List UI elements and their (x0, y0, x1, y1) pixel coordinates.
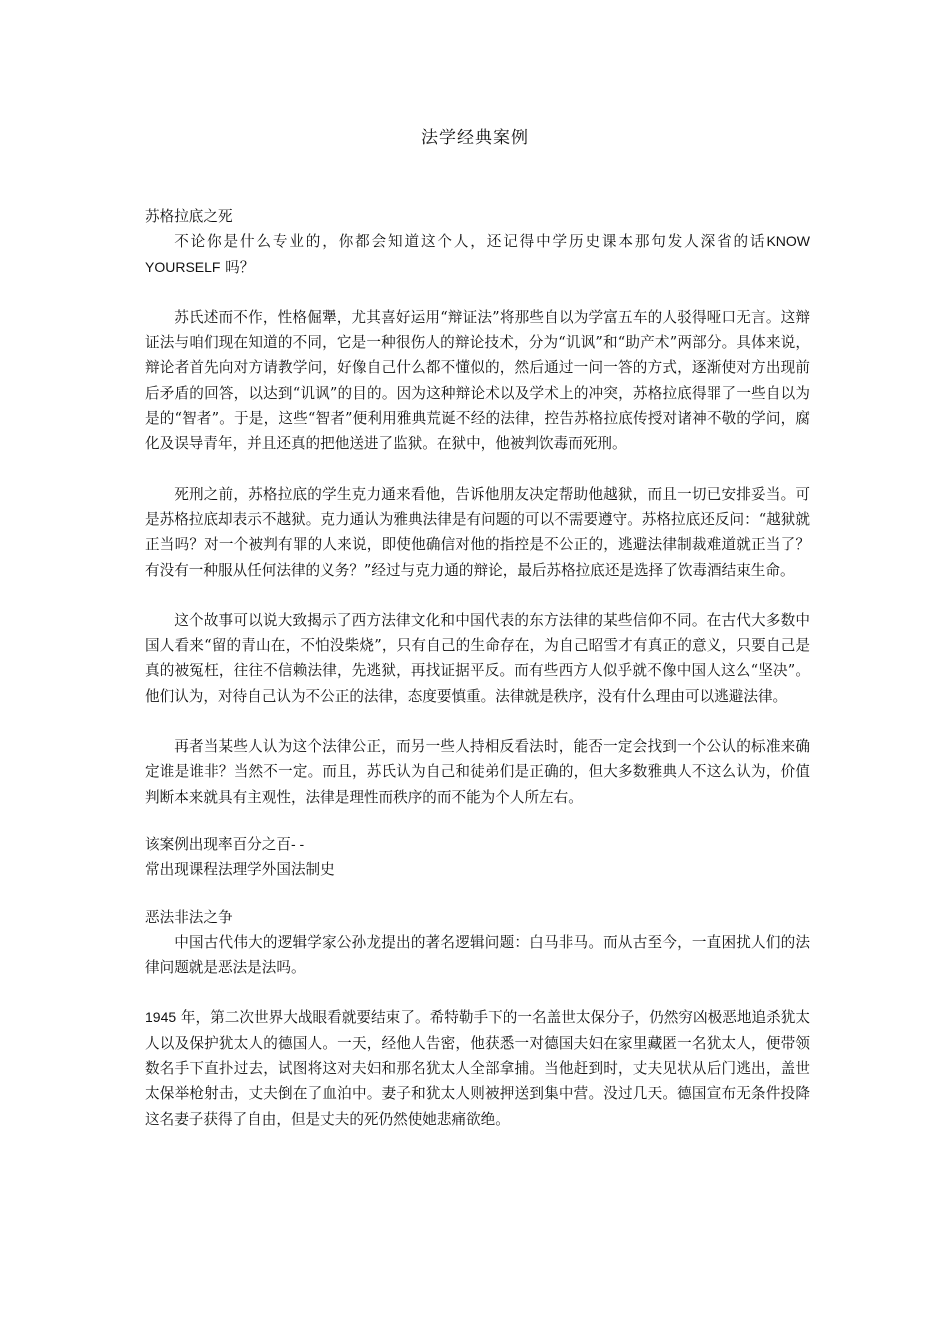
socrates-paragraph-4: 再者当某些人认为这个法律公正，而另一些人持相反看法时，能否一定会找到一个公认的标准来确定谁是谁非？当然不一定。而且，苏氏认为自己和徒弟们是正确的，但大多数雅典人不这么认为，价值判断本来就具有主观性，法律是理性而秩序的而不能为个人所左右。 (145, 738, 810, 806)
know-yourself-phrase: KNOW YOURSELF (145, 233, 810, 275)
socrates-paragraph-3: 这个故事可以说大致揭示了西方法律文化和中国代表的东方法律的某些信仰不同。在古代大多数中国人看来“留的青山在，不怕没柴烧”，只有自己的生命存在，为自己昭雪才有真正的意义，只要自己是真的被冤枉，往往不信赖法律，先逃狱，再找证据平反。而有些西方人似乎就不像中国人这么“坚决”。他们认为，对待自己认为不公正的法律，态度要慎重。法律就是秩序，没有什么理由可以逃避法律。 (145, 611, 810, 705)
evil-law-paragraph-1945 (145, 1005, 810, 1131)
socrates-paragraph-1: 苏氏述而不作，性格倔犟，尤其喜好运用“辩证法”将那些自以为学富五车的人驳得哑口无言。这辩证法与咱们现在知道的不同，它是一种很伤人的辩论技术，分为“讥讽”和“助产术”两部分。具体来说，辩论者首先向对方请教学问，好像自己什么都不懂似的，然后通过一问一答的方式，逐渐使对方出现前后矛盾的回答，以达到“讥讽”的目的。因为这种辩论术以及学术上的冲突，苏格拉底得罪了一些自以为是的“智者”。于是，这些“智者”便利用雅典荒诞不经的法律，控告苏格拉底传授对诸神不敬的学问，腐化及误导青年，并且还真的把他送进了监狱。在狱中，他被判饮毒而死刑。 (145, 308, 810, 453)
case-rate-label: 该案例出现率百分之百 (145, 835, 291, 853)
evil-law-intro: 中国古代伟大的逻辑学家公孙龙提出的著名逻辑问题：白马非马。而从古至今，一直困扰人们的法律问题就是恶法是法吗。 (145, 933, 810, 977)
document-body (145, 204, 810, 1132)
socrates-intro-tail: 吗？ (220, 258, 255, 276)
year-1945: 1945 (145, 1009, 177, 1026)
section-heading-socrates: 苏格拉底之死 (145, 208, 233, 225)
course-line: 常出现课程法理学外国法制史 (145, 861, 335, 879)
socrates-intro-text: 不论你是什么专业的，你都会知道这个人，还记得中学历史课本那句发人深省的话 (174, 233, 767, 251)
socrates-paragraph-2: 死刑之前，苏格拉底的学生克力通来看他，告诉他朋友决定帮助他越狱，而且一切已安排妥当。可是苏格拉底却表示不越狱。克力通认为雅典法律是有问题的可以不需要遵守。苏格拉底还反问：“越狱就正当吗？对一个被判有罪的人来说，即使他确信对他的指控是不公正的，逃避法律制裁难道就正当了？有没有一种服从任何法律的义务？”经过与克力通的辩论，最后苏格拉底还是选择了饮毒酒结束生命。 (145, 485, 810, 579)
case-rate-dashes: - - (290, 835, 305, 852)
socrates-intro (145, 229, 810, 280)
case-rate-line (145, 832, 810, 857)
evil-law-paragraph-text: 年，第二次世界大战眼看就要结束了。希特勒手下的一名盖世太保分子，仍然穷凶极恶地追杀犹太人以及保护犹太人的德国人。一天，经他人告密，他获悉一对德国夫妇在家里藏匿一名犹太人，便带领数名手下直扑过去，试图将这对夫妇和那名犹太人全部拿捕。当他赶到时，丈夫见状从后门逃出，盖世太保举枪射击，丈夫倒在了血泊中。妻子和犹太人则被押送到集中营。没过几天。德国宣布无条件投降这名妻子获得了自由，但是丈夫的死仍然使她悲痛欲绝。 (145, 1009, 810, 1128)
document-title: 法学经典案例 (421, 128, 529, 148)
section-heading-evil-law: 恶法非法之争 (145, 908, 233, 926)
